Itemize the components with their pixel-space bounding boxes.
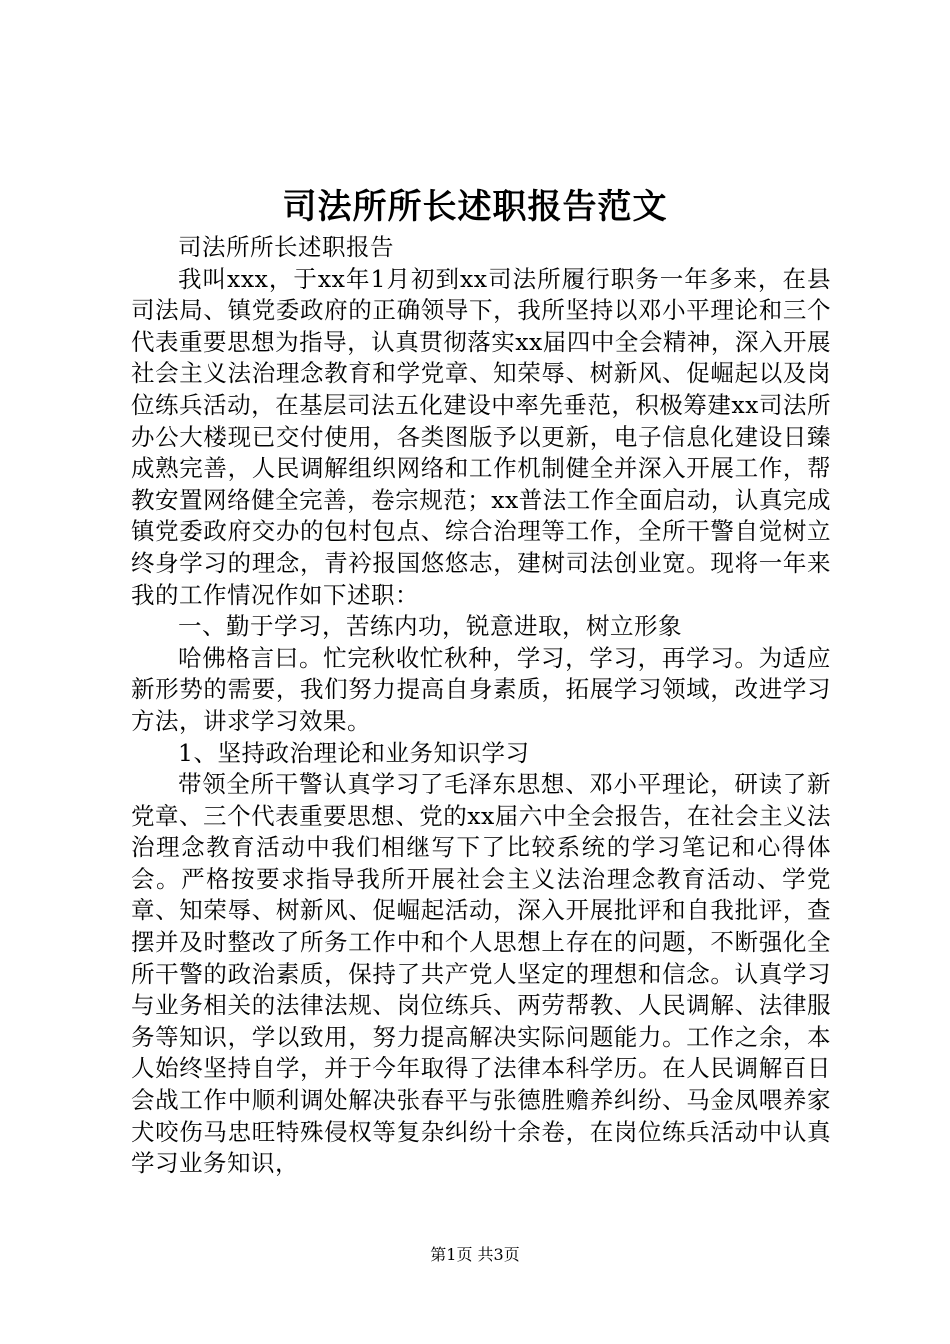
subsection-heading-1: 1、坚持政治理论和业务知识学习 <box>178 738 530 767</box>
document-title: 司法所所长述职报告范文 <box>282 187 668 227</box>
section-heading-1: 一、勤于学习，苦练内功，锐意进取，树立形象 <box>178 612 682 641</box>
document-body <box>131 232 831 1180</box>
paragraph-intro: 我叫xxx，于xx年1月初到xx司法所履行职务一年多来，在县司法局、镇党委政府的正确领导下，我所坚持以邓小平理论和三个代表重要思想为指导，认真贯彻落实xx届四中全会精神，深入开展社会主义法治理念教育和学党章、知荣辱、树新风、促崛起以及岗位练兵活动，在基层司法五化建设中率先垂范，积极筹建xx司法所办公大楼现已交付使用，各类图版予以更新，电子信息化建设日臻成熟完善，人民调解组织网络和工作机制健全并深入开展工作，帮教安置网络健全完善，卷宗规范；xx普法工作全面启动，认真完成镇党委政府交办的包村包点、综合治理等工作，全所干警自觉树立终身学习的理念，青衿报国悠悠志，建树司法创业宽。现将一年来我的工作情况作如下述职： <box>131 264 831 609</box>
paragraph-subtitle: 司法所所长述职报告 <box>178 233 394 261</box>
paragraph-learning: 哈佛格言曰。忙完秋收忙秋种，学习，学习，再学习。为适应新形势的需要，我们努力提高自身素质，拓展学习领域，改进学习方法，讲求学习效果。 <box>131 643 831 735</box>
page-footer: 第1页 共3页 <box>430 1245 520 1264</box>
paragraph-study-details: 带领全所干警认真学习了毛泽东思想、邓小平理论，研读了新党章、三个代表重要思想、党的xx届六中全会报告，在社会主义法治理念教育活动中我们相继写下了比较系统的学习笔记和心得体会。严格按要求指导我所开展社会主义法治理念教育活动、学党章、知荣辱、树新风、促崛起活动，深入开展批评和自我批评，查摆并及时整改了所务工作中和个人思想上存在的问题，不断强化全所干警的政治素质，保持了共产党人坚定的理想和信念。认真学习与业务相关的法律法规、岗位练兵、两劳帮教、人民调解、法律服务等知识，学以致用，努力提高解决实际问题能力。工作之余，本人始终坚持自学，并于今年取得了法律本科学历。在人民调解百日会战工作中顺利调处解决张春平与张德胜赡养纠纷、马金凤喂养家犬咬伤马忠旺特殊侵权等复杂纠纷十余卷，在岗位练兵活动中认真学习业务知识， <box>131 770 831 1178</box>
